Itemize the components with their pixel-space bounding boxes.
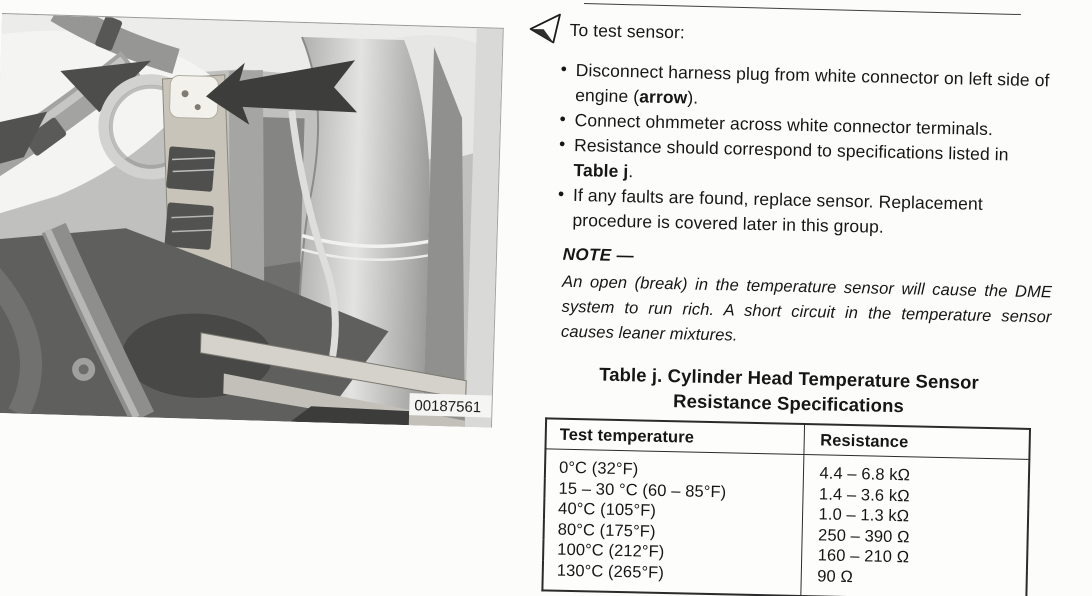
- table-title: Table j. Cylinder Head Temperature Sensor Resistance Specifications: [599, 363, 980, 417]
- photo-id-label: 00187561: [414, 397, 482, 417]
- engine-photo-illustration: [0, 14, 503, 428]
- temp-cell: 80°C (175°F): [557, 520, 656, 541]
- procedure-header: [531, 12, 1088, 56]
- temp-cell: 130°C (265°F): [556, 561, 665, 582]
- temp-cell: 0°C (32°F): [558, 458, 639, 479]
- temp-cell: 15 – 30 °C (60 – 85°F): [558, 479, 727, 501]
- temp-cell: 40°C (105°F): [557, 499, 657, 520]
- resistance-cell: 90 Ω: [800, 565, 1027, 596]
- spec-table: [541, 417, 1031, 596]
- list-item: • Resistance should correspond to specifications listed in Table j.: [558, 133, 1051, 194]
- resistance-cell: 1.0 – 1.3 kΩ: [802, 504, 1028, 529]
- list-item: • Connect ohmmeter across white connector terminals.: [559, 108, 1051, 144]
- note-body: An open (break) in the temperature sensor will cause the DME system to run rich. A short circuit in the temperature sensor causes leaner mixtures.: [560, 272, 1053, 345]
- resistance-cell: 250 – 390 Ω: [801, 525, 1027, 550]
- text-column: [519, 12, 1087, 596]
- note-block: [561, 245, 1053, 356]
- resistance-cell: 4.4 – 6.8 kΩ: [803, 455, 1030, 489]
- resistance-cell: 1.4 – 3.6 kΩ: [802, 484, 1028, 509]
- resistance-cell: 160 – 210 Ω: [801, 545, 1027, 570]
- note-heading: NOTE —: [562, 244, 635, 266]
- procedure-arrow-icon: [527, 12, 562, 45]
- section-lead: To test sensor:: [569, 19, 686, 43]
- temp-cell: 100°C (212°F): [557, 540, 665, 562]
- page-edge-line: [584, 3, 1021, 15]
- instruction-list: [527, 57, 1053, 243]
- list-item: • Disconnect harness plug from white connector on left side of engine (arrow).: [560, 58, 1053, 119]
- engine-photo: [0, 13, 504, 428]
- col-header-resistance: Resistance: [803, 424, 1030, 459]
- col-header-test-temperature: Test temperature: [545, 418, 804, 454]
- list-item: • If any faults are found, replace sensor. Replacement procedure is covered later in this group.: [557, 183, 1050, 244]
